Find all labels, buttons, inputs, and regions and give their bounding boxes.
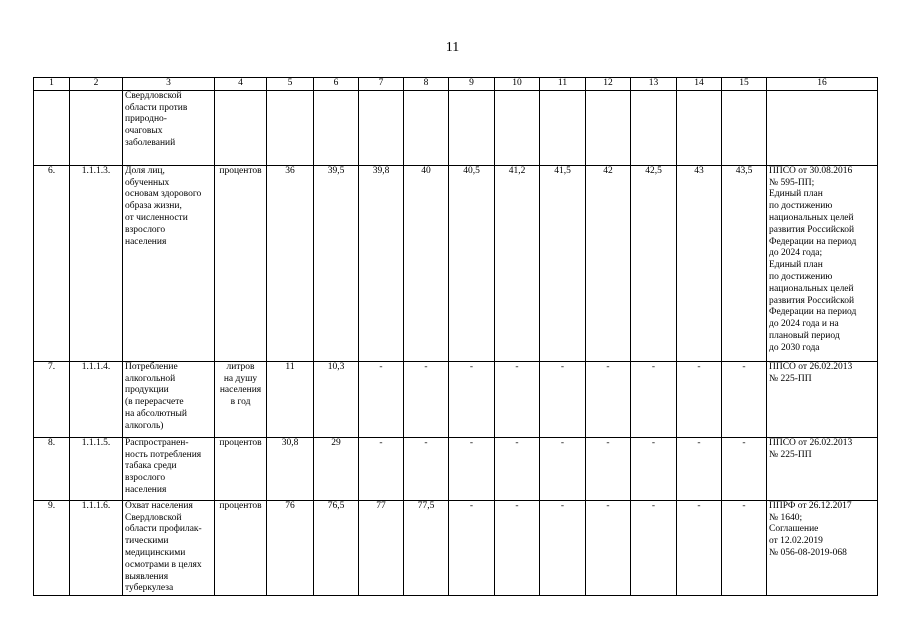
column-number-cell: 13 xyxy=(631,78,677,91)
text-line: развития Российской xyxy=(769,224,855,235)
text-line: табака среди xyxy=(125,461,177,472)
text-line: алкоголь) xyxy=(125,420,164,431)
text-line: алкогольной xyxy=(125,373,176,384)
row-number-cell: 9. xyxy=(34,500,70,595)
column-number-cell: 12 xyxy=(586,78,631,91)
text-line: № 1640; xyxy=(769,512,803,523)
value-cell: - xyxy=(359,361,404,437)
value-cell: 40 xyxy=(404,165,449,361)
text-line: ППСО от 26.02.2013 xyxy=(769,437,853,448)
text-line: на абсолютный xyxy=(125,408,187,419)
text-line: до 2024 года и на xyxy=(769,319,839,330)
value-cell: 29 xyxy=(314,437,359,500)
page-number: 11 xyxy=(445,40,460,55)
column-number-cell: 16 xyxy=(767,78,878,91)
value-cell: - xyxy=(677,500,722,595)
indicator-name-cell xyxy=(123,437,215,500)
text-line: плановый период xyxy=(769,330,840,341)
text-line: Единый план xyxy=(769,260,823,271)
value-cell: - xyxy=(495,437,540,500)
unit-cell xyxy=(215,437,267,500)
column-number-cell: 2 xyxy=(70,78,123,91)
text-line: Соглашение xyxy=(769,524,819,535)
text-line: в год xyxy=(230,397,251,408)
column-number-cell: 8 xyxy=(404,78,449,91)
text-line: обученных xyxy=(125,177,170,188)
text-line: национальных целей xyxy=(769,283,854,294)
column-number-cell: 1 xyxy=(34,78,70,91)
indicator-code-cell: 1.1.1.5. xyxy=(70,437,123,500)
text-line: основам здорового xyxy=(125,189,202,200)
indicator-name-cell xyxy=(123,361,215,437)
indicator-code-cell: 1.1.1.3. xyxy=(70,165,123,361)
text-line: Потребление xyxy=(125,361,178,372)
text-line: на душу xyxy=(223,373,258,384)
indicator-name-cell xyxy=(123,165,215,361)
value-cell: - xyxy=(631,437,677,500)
column-number-cell: 11 xyxy=(540,78,586,91)
text-line: литров xyxy=(226,361,255,372)
value-cell: - xyxy=(586,500,631,595)
value-cell: - xyxy=(404,361,449,437)
indicator-code-cell: 1.1.1.6. xyxy=(70,500,123,595)
text-line: № 225-ПП xyxy=(769,449,812,460)
column-number-cell: 15 xyxy=(722,78,767,91)
text-line: Единый план xyxy=(769,189,823,200)
value-cell: - xyxy=(540,437,586,500)
column-number-cell: 6 xyxy=(314,78,359,91)
table-row xyxy=(34,500,878,595)
indicator-name-cell xyxy=(123,90,215,165)
text-line: населения xyxy=(125,484,167,495)
text-line: Федерации на период xyxy=(769,236,857,247)
text-line: области против xyxy=(125,102,188,113)
text-line: процентов xyxy=(219,500,262,511)
text-line: Охват населения xyxy=(125,500,193,511)
source-document-cell xyxy=(767,500,878,595)
text-line: Федерации на период xyxy=(769,307,857,318)
row-number-cell: 7. xyxy=(34,361,70,437)
value-cell: - xyxy=(540,361,586,437)
column-number-cell: 10 xyxy=(495,78,540,91)
table-row xyxy=(34,165,878,361)
value-cell: 42 xyxy=(586,165,631,361)
text-line: Доля лиц, xyxy=(125,165,165,176)
text-line: взрослого xyxy=(125,473,166,484)
text-line: № 225-ПП xyxy=(769,373,812,384)
text-line: природно- xyxy=(125,114,167,125)
value-cell: 76 xyxy=(267,500,314,595)
value-cell: - xyxy=(495,361,540,437)
value-cell: 76,5 xyxy=(314,500,359,595)
value-cell: - xyxy=(540,500,586,595)
table-row-continuation xyxy=(34,90,878,165)
indicator-code-cell: 1.1.1.4. xyxy=(70,361,123,437)
text-line: туберкулеза xyxy=(125,583,174,594)
value-cell: 11 xyxy=(267,361,314,437)
text-line: населения xyxy=(219,385,262,396)
text-line: области профилак- xyxy=(125,524,202,535)
source-document-cell xyxy=(767,361,878,437)
text-line: развития Российской xyxy=(769,295,855,306)
value-cell: - xyxy=(449,437,495,500)
value-cell: - xyxy=(404,437,449,500)
value-cell: - xyxy=(631,500,677,595)
text-line: населения xyxy=(125,236,167,247)
text-line: по достижению xyxy=(769,271,833,282)
text-line: медицинскими xyxy=(125,547,186,558)
text-line: (в перерасчете xyxy=(125,397,184,408)
value-cell: 39,5 xyxy=(314,165,359,361)
text-line: ППСО от 30.08.2016 xyxy=(769,165,853,176)
text-line: по достижению xyxy=(769,201,833,212)
value-cell: - xyxy=(586,361,631,437)
row-number-cell: 8. xyxy=(34,437,70,500)
text-line: от 12.02.2019 xyxy=(769,536,823,547)
indicators-table xyxy=(33,77,878,596)
indicator-name-cell xyxy=(123,500,215,595)
text-line: № 595-ПП; xyxy=(769,177,815,188)
value-cell: 30,8 xyxy=(267,437,314,500)
value-cell: - xyxy=(449,361,495,437)
table-row xyxy=(34,361,878,437)
column-number-cell: 7 xyxy=(359,78,404,91)
text-line: заболеваний xyxy=(125,137,176,148)
text-line: образа жизни, xyxy=(125,201,182,212)
column-number-cell: 9 xyxy=(449,78,495,91)
column-number-cell: 5 xyxy=(267,78,314,91)
value-cell: 41,5 xyxy=(540,165,586,361)
column-number-row xyxy=(34,78,878,91)
value-cell: - xyxy=(722,437,767,500)
value-cell: - xyxy=(586,437,631,500)
column-number-cell: 3 xyxy=(123,78,215,91)
value-cell: 43,5 xyxy=(722,165,767,361)
value-cell: 39,8 xyxy=(359,165,404,361)
unit-cell xyxy=(215,165,267,361)
text-line: тическими xyxy=(125,536,169,547)
source-document-cell xyxy=(767,165,878,361)
value-cell: 40,5 xyxy=(449,165,495,361)
text-line: национальных целей xyxy=(769,212,854,223)
table-row xyxy=(34,437,878,500)
value-cell: - xyxy=(495,500,540,595)
value-cell: - xyxy=(722,500,767,595)
value-cell: 77,5 xyxy=(404,500,449,595)
unit-cell xyxy=(215,500,267,595)
source-document-cell xyxy=(767,437,878,500)
value-cell: - xyxy=(359,437,404,500)
value-cell: 42,5 xyxy=(631,165,677,361)
value-cell: - xyxy=(677,437,722,500)
text-line: Свердловской xyxy=(125,90,182,101)
text-line: от численности xyxy=(125,212,188,223)
column-number-cell: 14 xyxy=(677,78,722,91)
row-number-cell: 6. xyxy=(34,165,70,361)
text-line: процентов xyxy=(219,165,262,176)
text-line: Свердловской xyxy=(125,512,182,523)
value-cell: - xyxy=(449,500,495,595)
text-line: выявления xyxy=(125,571,169,582)
text-line: очаговых xyxy=(125,126,163,137)
text-line: ППРФ от 26.12.2017 xyxy=(769,500,852,511)
text-line: до 2030 года xyxy=(769,342,820,353)
value-cell: 41,2 xyxy=(495,165,540,361)
value-cell: - xyxy=(631,361,677,437)
value-cell: - xyxy=(677,361,722,437)
column-number-cell: 4 xyxy=(215,78,267,91)
text-line: процентов xyxy=(219,437,262,448)
value-cell: - xyxy=(722,361,767,437)
unit-cell xyxy=(215,361,267,437)
text-line: осмотрами в целях xyxy=(125,559,202,570)
text-line: до 2024 года; xyxy=(769,248,823,259)
text-line: Распространен- xyxy=(125,437,189,448)
value-cell: 43 xyxy=(677,165,722,361)
text-line: взрослого xyxy=(125,224,166,235)
text-line: ППСО от 26.02.2013 xyxy=(769,361,853,372)
text-line: продукции xyxy=(125,385,169,396)
value-cell: 10,3 xyxy=(314,361,359,437)
text-line: ность потребления xyxy=(125,449,202,460)
value-cell: 77 xyxy=(359,500,404,595)
value-cell: 36 xyxy=(267,165,314,361)
text-line: № 056-08-2019-068 xyxy=(769,547,847,558)
